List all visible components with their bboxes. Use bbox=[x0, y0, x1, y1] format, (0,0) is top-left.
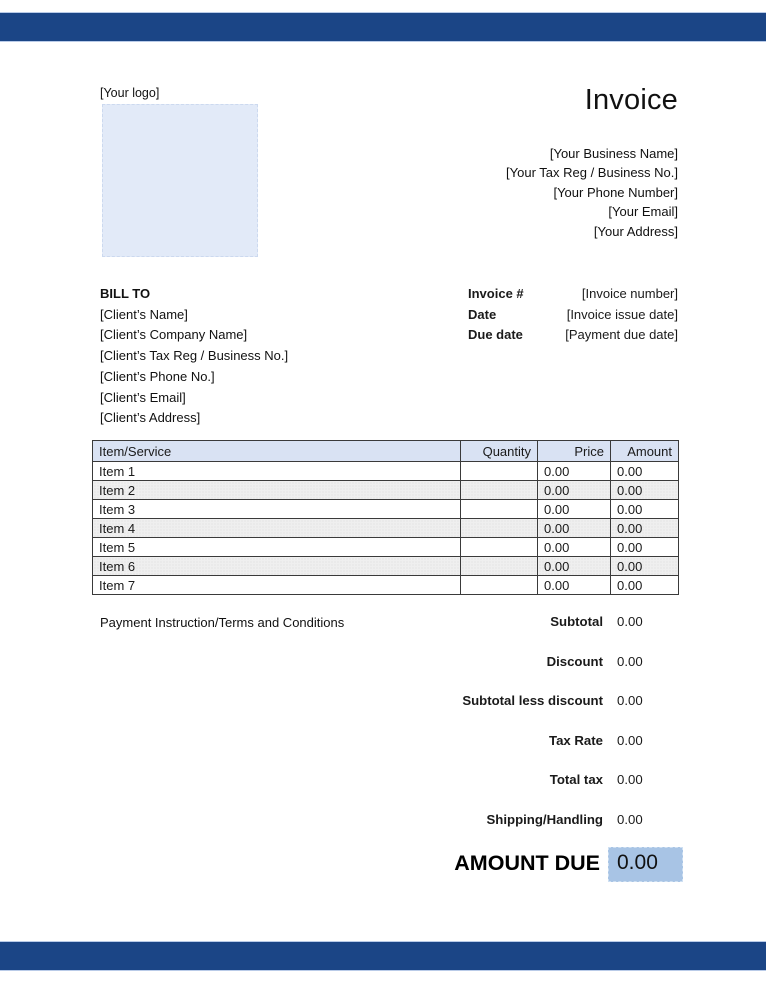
due-date-row bbox=[468, 325, 678, 346]
subtotal-less-discount-value[interactable]: 0.00 bbox=[617, 693, 643, 709]
quantity-cell[interactable] bbox=[461, 481, 538, 500]
client-phone-field[interactable]: [Client’s Phone No.] bbox=[100, 368, 215, 384]
shipping-handling-row bbox=[92, 812, 645, 830]
quantity-cell[interactable] bbox=[461, 500, 538, 519]
item-cell[interactable]: Item 7 bbox=[93, 576, 461, 595]
item-cell[interactable]: Item 2 bbox=[93, 481, 461, 500]
quantity-cell[interactable] bbox=[461, 462, 538, 481]
total-tax-label: Total tax bbox=[549, 772, 603, 788]
amount-due-value[interactable]: 0.00 bbox=[608, 847, 683, 882]
tax-rate-value[interactable]: 0.00 bbox=[617, 732, 643, 748]
bill-to-block bbox=[100, 284, 288, 429]
invoice-number-label: Invoice # bbox=[468, 286, 524, 301]
shipping-handling-label: Shipping/Handling bbox=[486, 811, 603, 827]
invoice-number-field[interactable]: [Invoice number] bbox=[581, 286, 678, 301]
logo-placeholder-label: [Your logo] bbox=[100, 86, 160, 100]
subtotal-value[interactable]: 0.00 bbox=[617, 614, 643, 629]
due-date-field[interactable]: [Payment due date] bbox=[565, 327, 678, 343]
business-name-field[interactable]: [Your Business Name] bbox=[549, 146, 678, 161]
client-address-field[interactable]: [Client’s Address] bbox=[100, 410, 201, 426]
item-cell[interactable]: Item 5 bbox=[93, 538, 461, 557]
amount-due-label: AMOUNT DUE bbox=[454, 851, 600, 875]
client-tax-reg-field[interactable]: [Client’s Tax Reg / Business No.] bbox=[100, 348, 289, 364]
price-cell[interactable]: 0.00 bbox=[538, 519, 611, 538]
invoice-date-label: Date bbox=[468, 306, 497, 322]
price-cell[interactable]: 0.00 bbox=[538, 538, 611, 557]
total-tax-value[interactable]: 0.00 bbox=[617, 772, 643, 788]
quantity-cell[interactable] bbox=[461, 576, 538, 595]
business-address-field[interactable]: [Your Address] bbox=[593, 223, 678, 239]
tax-rate-label: Tax Rate bbox=[549, 732, 603, 748]
amount-cell[interactable]: 0.00 bbox=[611, 519, 679, 538]
subtotal-label: Subtotal bbox=[550, 614, 603, 629]
business-info-block bbox=[506, 144, 678, 241]
client-name-field[interactable]: [Client’s Name] bbox=[100, 306, 188, 322]
subtotal-less-discount-row bbox=[92, 693, 645, 711]
table-row bbox=[93, 481, 679, 500]
amount-cell[interactable]: 0.00 bbox=[611, 538, 679, 557]
column-header-amount: Amount bbox=[611, 441, 679, 462]
total-tax-row bbox=[92, 772, 645, 790]
item-cell[interactable]: Item 4 bbox=[93, 519, 461, 538]
amount-cell[interactable]: 0.00 bbox=[611, 557, 679, 576]
bottom-accent-bar bbox=[0, 941, 766, 971]
amount-cell[interactable]: 0.00 bbox=[611, 481, 679, 500]
invoice-date-row bbox=[468, 305, 678, 326]
invoice-number-row bbox=[468, 284, 678, 305]
price-cell[interactable]: 0.00 bbox=[538, 500, 611, 519]
table-row bbox=[93, 462, 679, 481]
price-cell[interactable]: 0.00 bbox=[538, 481, 611, 500]
column-header-quantity: Quantity bbox=[461, 441, 538, 462]
bill-to-heading: BILL TO bbox=[100, 286, 151, 301]
item-cell[interactable]: Item 6 bbox=[93, 557, 461, 576]
column-header-item-service: Item/Service bbox=[93, 441, 461, 462]
quantity-cell[interactable] bbox=[461, 538, 538, 557]
quantity-cell[interactable] bbox=[461, 519, 538, 538]
top-accent-bar bbox=[0, 12, 766, 42]
item-cell[interactable]: Item 1 bbox=[93, 462, 461, 481]
amount-cell[interactable]: 0.00 bbox=[611, 500, 679, 519]
items-table bbox=[92, 440, 679, 595]
payment-instructions-label: Payment Instruction/Terms and Conditions bbox=[100, 615, 345, 630]
amount-cell[interactable]: 0.00 bbox=[611, 462, 679, 481]
table-row bbox=[93, 500, 679, 519]
client-company-field[interactable]: [Client’s Company Name] bbox=[100, 327, 248, 343]
discount-label: Discount bbox=[546, 653, 603, 669]
discount-value[interactable]: 0.00 bbox=[617, 653, 643, 669]
discount-row bbox=[92, 654, 645, 672]
price-cell[interactable]: 0.00 bbox=[538, 462, 611, 481]
column-header-price: Price bbox=[538, 441, 611, 462]
table-row bbox=[93, 519, 679, 538]
page-title: Invoice bbox=[584, 84, 678, 116]
client-email-field[interactable]: [Client’s Email] bbox=[100, 389, 186, 405]
business-email-field[interactable]: [Your Email] bbox=[608, 204, 678, 220]
subtotal-less-discount-label: Subtotal less discount bbox=[462, 693, 603, 709]
tax-rate-row bbox=[92, 733, 645, 751]
due-date-label: Due date bbox=[468, 327, 523, 343]
item-cell[interactable]: Item 3 bbox=[93, 500, 461, 519]
totals-block bbox=[92, 614, 645, 852]
subtotal-row bbox=[92, 614, 645, 632]
price-cell[interactable]: 0.00 bbox=[538, 576, 611, 595]
table-row bbox=[93, 557, 679, 576]
quantity-cell[interactable] bbox=[461, 557, 538, 576]
business-phone-field[interactable]: [Your Phone Number] bbox=[553, 184, 678, 200]
items-table-header-row bbox=[93, 441, 679, 462]
business-tax-reg-field[interactable]: [Your Tax Reg / Business No.] bbox=[506, 165, 678, 181]
amount-cell[interactable]: 0.00 bbox=[611, 576, 679, 595]
shipping-handling-value[interactable]: 0.00 bbox=[617, 811, 643, 827]
logo-placeholder-box[interactable] bbox=[102, 104, 258, 257]
price-cell[interactable]: 0.00 bbox=[538, 557, 611, 576]
table-row bbox=[93, 538, 679, 557]
invoice-meta-block bbox=[468, 284, 678, 346]
invoice-date-field[interactable]: [Invoice issue date] bbox=[566, 306, 678, 322]
table-row bbox=[93, 576, 679, 595]
